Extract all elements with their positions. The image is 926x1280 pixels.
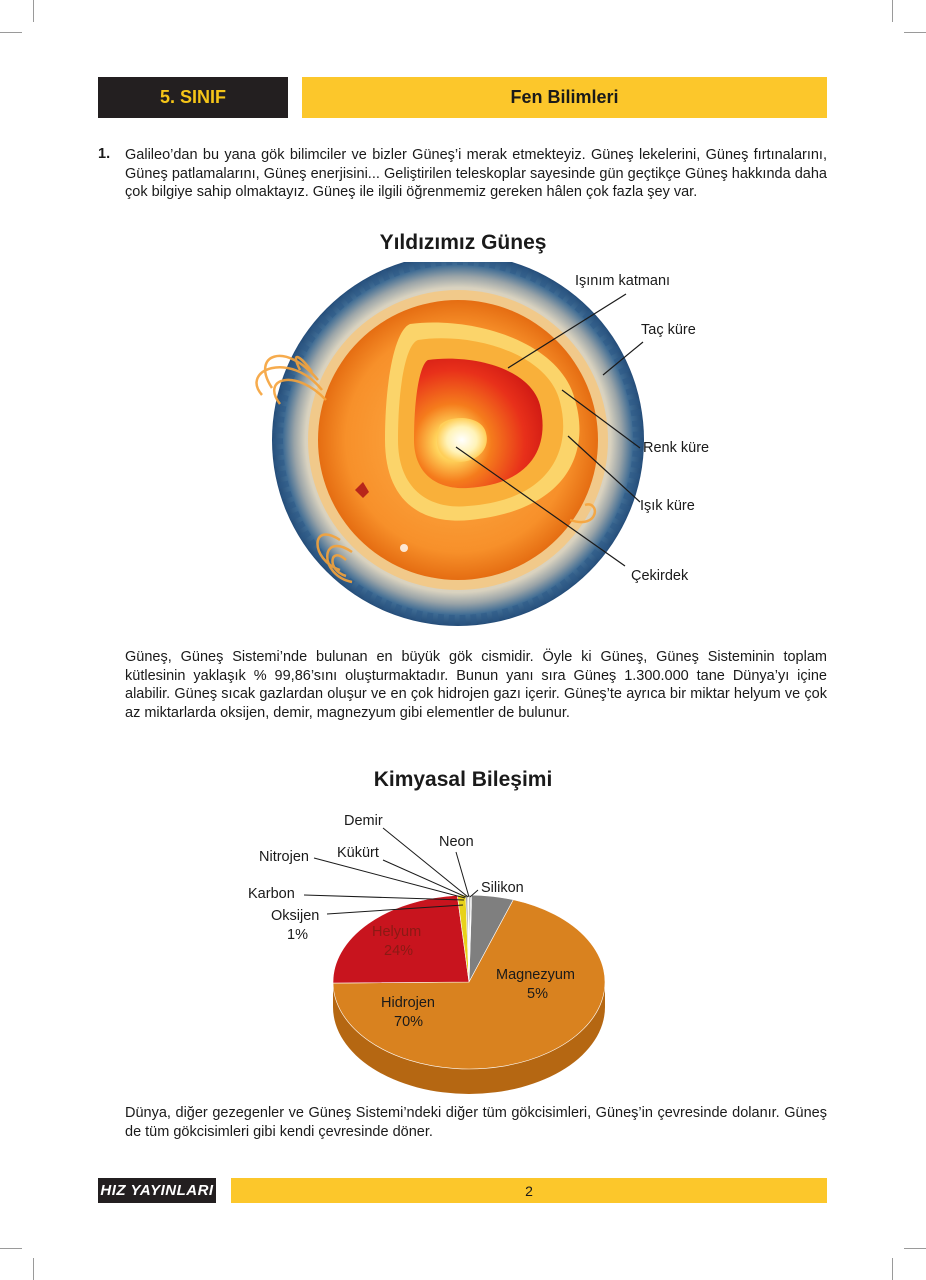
label-radiative-zone: Işınım katmanı	[575, 273, 671, 289]
crop-mark	[33, 0, 34, 22]
label-chromosphere: Renk küre	[643, 440, 710, 456]
chart-title: Kimyasal Bileşimi	[373, 768, 553, 791]
pie-label-silikon: Silikon	[481, 880, 524, 896]
pie-label-demir: Demir	[344, 813, 383, 829]
pie-label-neon: Neon	[439, 834, 474, 850]
pie-value-helyum: 24%	[384, 943, 414, 959]
grade-label: 5. SINIF	[98, 77, 288, 118]
body-paragraph: Güneş, Güneş Sistemi’nde bulunan en büyük gök cismidir. Öyle ki Güneş, Güneş Sisteminin toplam kütlesinin yaklaşık % 99,86’sını oluşturmaktadır. Bunun yanı sıra Güneş 1.300.000 tane Dünya’yı içine alabilir. Güneş sıcak gazlardan oluşur ve en çok hidrojen gazı içerir. Güneş’te ayrıca bir miktar helyum ve çok az miktarlarda oksijen, demir, magnezyum gibi elementler de bulunur.	[125, 649, 827, 721]
page-number-bar	[231, 1178, 827, 1203]
pie-label-karbon: Karbon	[248, 886, 295, 902]
pie-value-magnezyum: 5%	[527, 986, 548, 1002]
closing-paragraph: Dünya, diğer gezegenler ve Güneş Sistemi’ndeki diğer tüm gökcisimleri, Güneş’in çevresinde dolanır. Güneş de tüm gökcisimleri gibi kendi çevresinde döner.	[125, 1105, 827, 1140]
crop-mark	[33, 1258, 34, 1280]
pie-label-oksijen: Oksijen	[271, 908, 320, 924]
pie-label-hidrojen: Hidrojen	[381, 995, 435, 1011]
question-number: 1.	[98, 146, 111, 162]
pie-label-nitrojen: Nitrojen	[259, 849, 309, 865]
question-text: Galileo’dan bu yana gök bilimciler ve bizler Güneş’i merak etmekteyiz. Güneş lekelerini, Güneş fırtınalarını, Güneş patlamalarını, Güneş enerjisini... Geliştirilen teleskoplar sayesinde gün geçtikçe Güneş hakkında daha çok bilgiye sahip olmaktayız. Güneş ile ilgili öğrenmemiz gereken hâlen çok fazla şey var.	[125, 147, 827, 200]
crop-mark	[904, 1248, 926, 1249]
crop-mark	[892, 1258, 893, 1280]
sun-diagram-title: Yıldızımız Güneş	[379, 231, 547, 254]
pie-label-helyum: Helyum	[372, 924, 422, 940]
sun-diagram	[0, 262, 926, 682]
pie-label-magnezyum: Magnezyum	[496, 967, 575, 983]
pie-label-kukurt: Kükürt	[337, 845, 379, 861]
crop-mark	[0, 1248, 22, 1249]
pie-value-oksijen: 1%	[287, 927, 308, 943]
label-core: Çekirdek	[631, 568, 689, 584]
crop-mark	[0, 32, 22, 33]
label-corona: Taç küre	[641, 322, 696, 338]
crop-mark	[892, 0, 893, 22]
subject-title: Fen Bilimleri	[302, 77, 827, 118]
crop-mark	[904, 32, 926, 33]
label-photosphere: Işık küre	[640, 498, 695, 514]
pie-value-hidrojen: 70%	[394, 1014, 424, 1030]
publisher-logo: HIZ YAYINLARI	[98, 1178, 216, 1203]
page-number: 2	[525, 1182, 533, 1199]
